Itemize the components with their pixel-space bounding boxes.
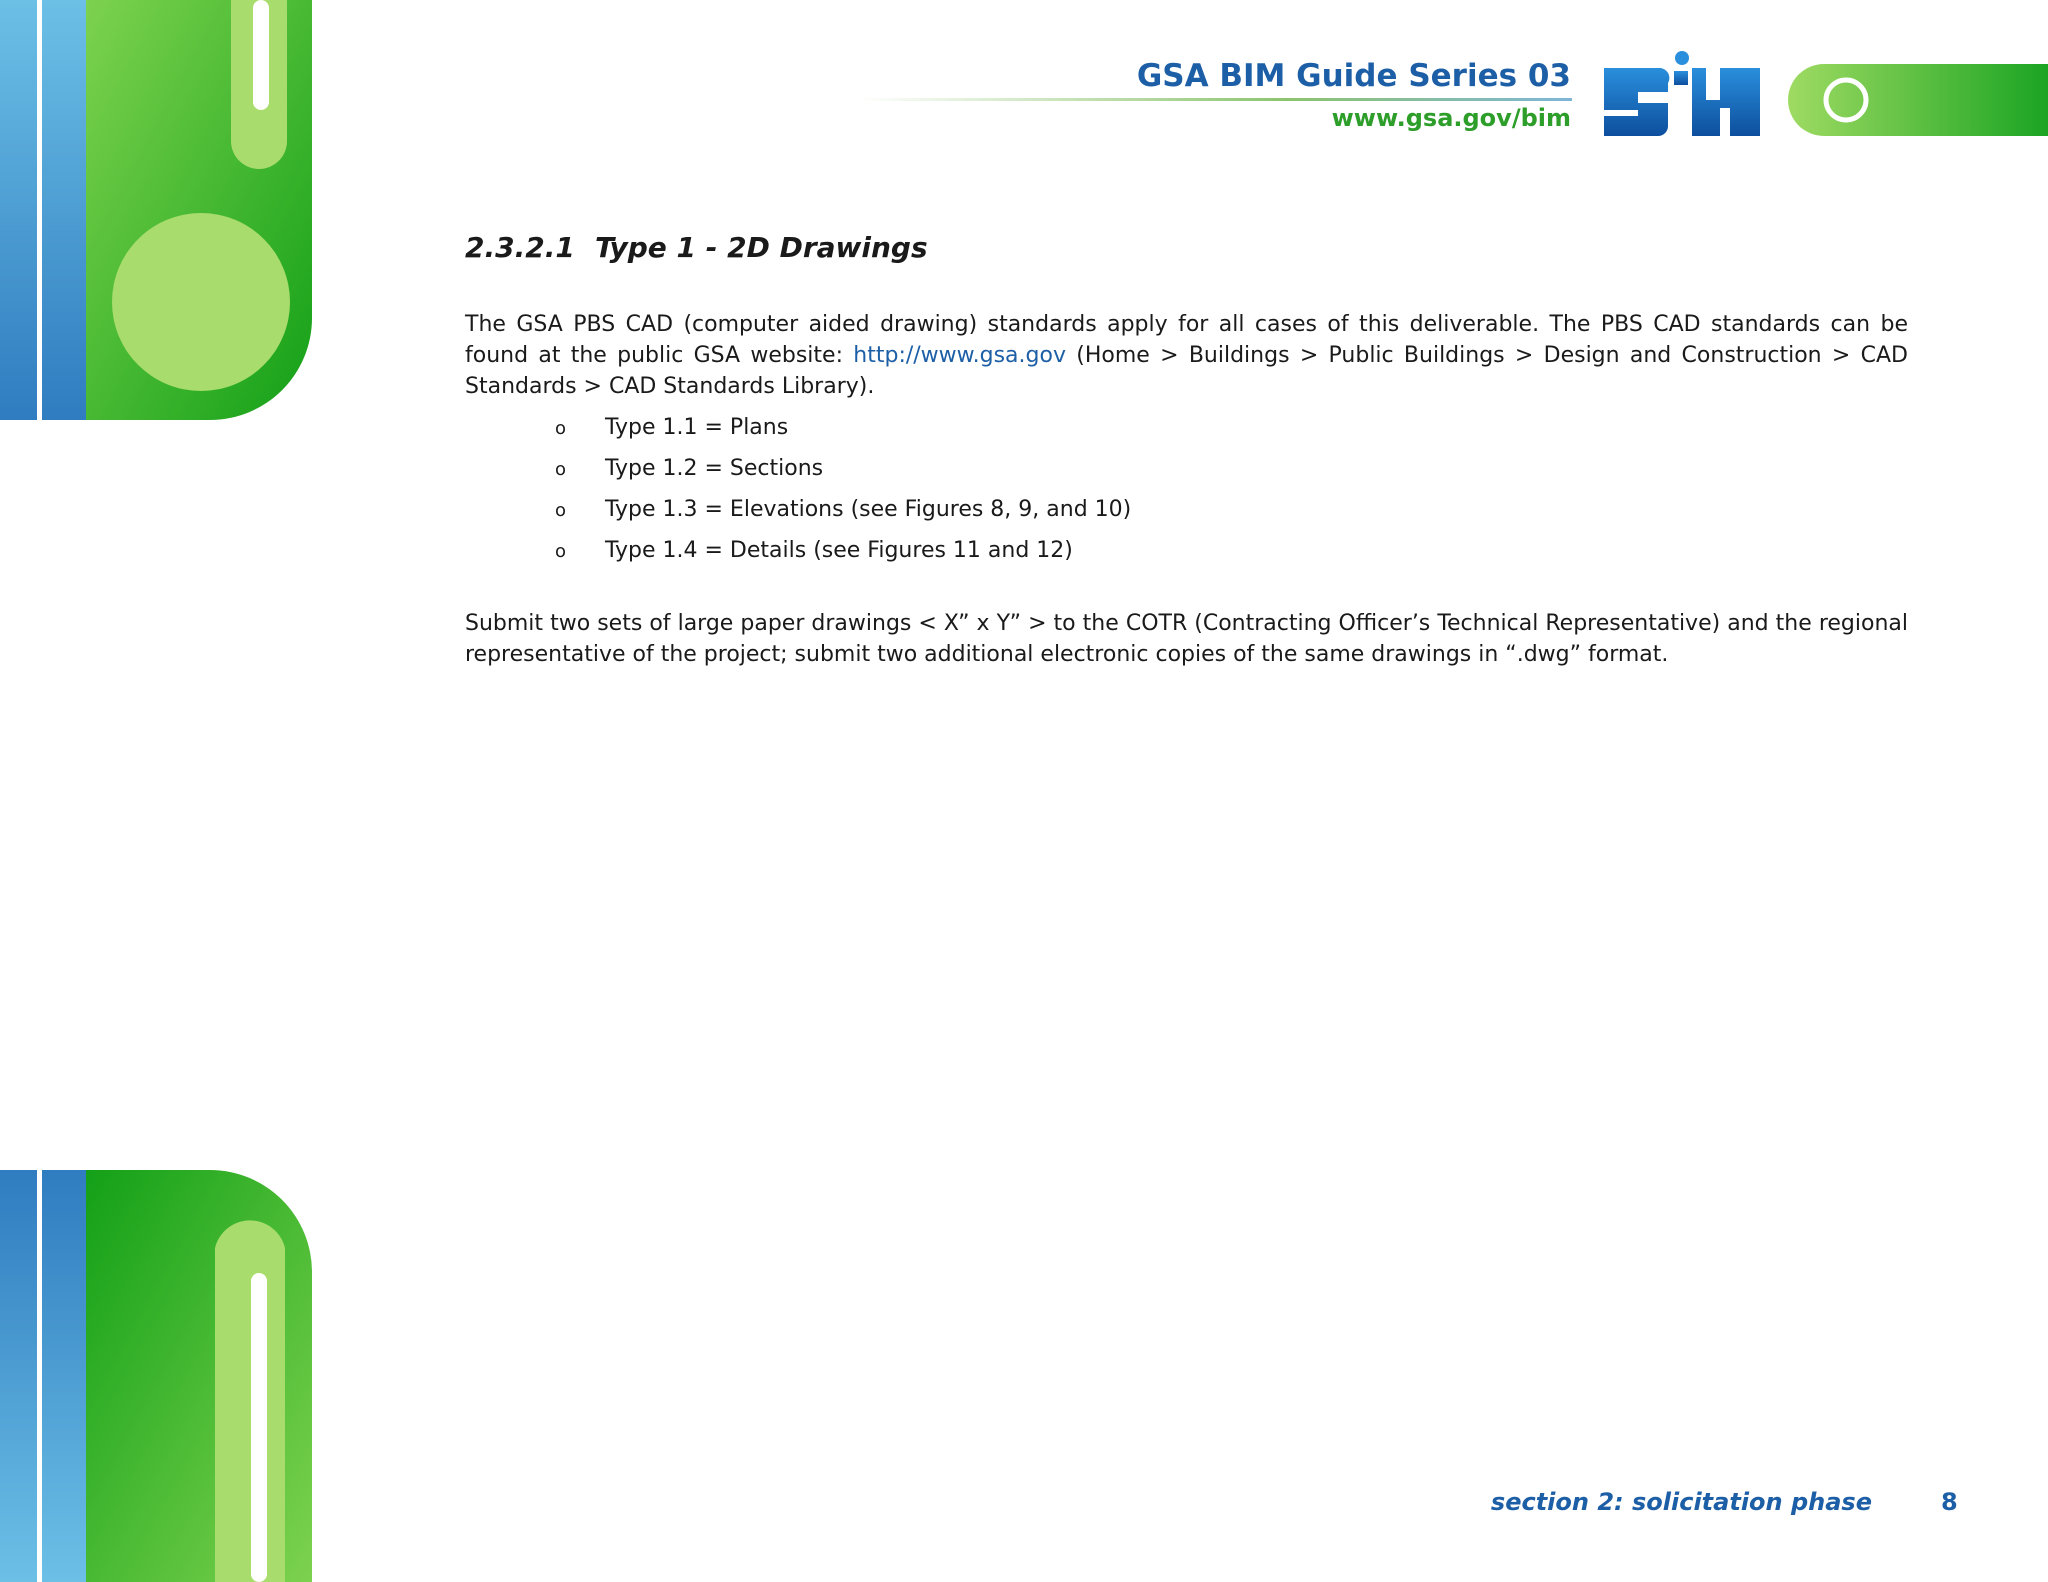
top-left-decoration bbox=[0, 0, 320, 425]
list-item-text: Type 1.4 = Details (see Figures 11 and 12) bbox=[605, 538, 1073, 563]
list-item bbox=[555, 535, 1131, 576]
drawing-type-list bbox=[555, 412, 1131, 576]
list-item bbox=[555, 453, 1131, 494]
submit-paragraph bbox=[465, 608, 1908, 670]
bullet-marker: o bbox=[555, 418, 567, 439]
section-heading bbox=[465, 231, 928, 264]
page-number: 8 bbox=[1941, 1488, 1958, 1516]
bullet-marker: o bbox=[555, 541, 567, 562]
section-title: Type 1 - 2D Drawings bbox=[595, 231, 928, 264]
header-green-bar bbox=[1788, 64, 2048, 136]
intro-paragraph bbox=[465, 309, 1908, 402]
header-url[interactable]: www.gsa.gov/bim bbox=[1331, 104, 1571, 132]
intro-text-after-link: (Home > Buildings > Public Buildings > Design and Construction > CAD Standards > CAD Standards Library). bbox=[465, 343, 1908, 399]
bullet-marker: o bbox=[555, 459, 567, 480]
submit-text: Submit two sets of large paper drawings < X” x Y” > to the COTR (Contracting Officer’s Technical Representative) and the regional representative of the project; submit two additional electronic copies of the same drawings in “.dwg” format. bbox=[465, 611, 1908, 667]
list-item-text: Type 1.2 = Sections bbox=[605, 456, 824, 481]
bottom-left-decoration bbox=[0, 1167, 320, 1582]
section-number: 2.3.2.1 bbox=[465, 231, 575, 264]
header-divider bbox=[860, 98, 1572, 101]
footer-section-label: section 2: solicitation phase bbox=[1490, 1488, 1872, 1516]
header-title: GSA BIM Guide Series 03 bbox=[1136, 58, 1571, 94]
list-item bbox=[555, 494, 1131, 535]
bullet-marker: o bbox=[555, 500, 567, 521]
list-item-text: Type 1.1 = Plans bbox=[605, 415, 789, 440]
list-item-text: Type 1.3 = Elevations (see Figures 8, 9, and 10) bbox=[605, 497, 1132, 522]
intro-text-before-link: The GSA PBS CAD (computer aided drawing) standards apply for all cases of this deliverable. The PBS CAD standards can be found at the public GSA website: bbox=[465, 312, 1908, 368]
list-item bbox=[555, 412, 1131, 453]
bim-logo-icon bbox=[1600, 48, 1765, 138]
gsa-website-link[interactable]: http://www.gsa.gov bbox=[853, 343, 1066, 368]
